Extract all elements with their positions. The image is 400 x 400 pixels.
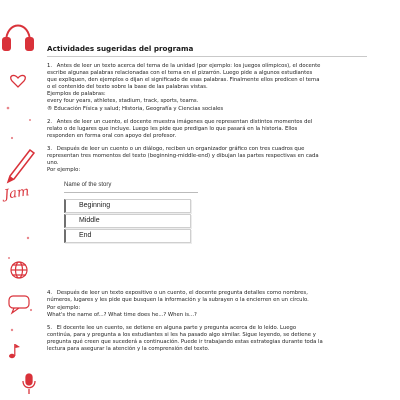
section-title: Actividades sugeridas del programa (47, 44, 194, 53)
activity-4 (47, 290, 367, 318)
activity-line: What's the name of...? What time does he...? When is...? (47, 311, 197, 318)
activity-line: every four years, athletes, stadium, track, sports, teams. (47, 98, 199, 105)
activity-line: números, lugares y les pide que busquen la información y la subrayen o la encierren en un círculo. (47, 297, 309, 304)
activity-line: o el contenido del texto sobre la base de las palabras vistas. (47, 84, 208, 91)
music-note-icon (9, 344, 20, 358)
headphones-icon (3, 26, 33, 51)
activity-2 (47, 119, 367, 140)
activity-line: 1. Antes de leer un texto acerca del tema de la unidad (por ejemplo: los juegos olímpicos), el docente (47, 63, 321, 69)
activity-line: responden en forma oral con apoyo del profesor. (47, 132, 177, 139)
activity-line: pregunta qué creen que sucederá a continuación. Puede ir trabajando estas estrategias durante toda la (47, 338, 323, 345)
activity-5 (47, 325, 367, 353)
activity-1 (47, 63, 367, 113)
activity-line: escribe algunas palabras relacionadas con el tema en el pizarrón. Luego pide a algunos estudiantes (47, 70, 313, 77)
activity-line: lectura para asegurar la atención y la comprensión del texto. (47, 345, 210, 352)
activity-line: 5. El docente lee un cuento, se detiene en alguna parte y pregunta acerca de lo leído. Luego (47, 324, 297, 331)
activity-line: representan tres momentos del texto (beginning-middle-end) y dibujan las partes respectivas en cada (47, 153, 319, 160)
globe-icon (11, 262, 27, 278)
activity-line: 3. Después de leer un cuento o un diálogo, reciben un organizador gráfico con tres cuadros que (47, 145, 305, 152)
story-box-middle: Middle (64, 214, 191, 228)
pencil-icon (8, 150, 34, 182)
activity-3 (47, 146, 367, 284)
story-diagram-title: Name of the story (64, 182, 112, 189)
activity-line: 4. Después de leer un texto expositivo o un cuento, el docente pregunta detalles como nombres, (47, 290, 308, 297)
story-diagram-divider (64, 192, 198, 193)
jam-text-icon: Jam (3, 184, 31, 203)
activity-line: que expliquen, den ejemplos o dijan el significado de esas palabras. Finalmente ellos predicen el tema (47, 77, 320, 84)
story-box-end: End (64, 229, 191, 243)
activity-line: Por ejemplo: (47, 304, 81, 311)
activity-line: uno. (47, 160, 59, 167)
heart-icon (11, 75, 26, 87)
story-organizer-diagram (64, 182, 198, 240)
bubble-icon (9, 296, 29, 313)
activity-line: relato o de lugares que incluye. Luego les pide que predigan lo que pasará en la historia. Ellos (47, 125, 298, 132)
activity-line: Por ejemplo: (47, 167, 81, 174)
activity-line: 2. Antes de leer un cuento, el docente muestra imágenes que representan distintos momentos del (47, 118, 313, 125)
activity-line: ® Educación Física y salud; Historia, Geografía y Ciencias sociales (47, 105, 224, 112)
activity-line: Ejemplos de palabras: (47, 91, 106, 98)
microphone-icon (23, 374, 35, 394)
title-divider (47, 56, 367, 57)
story-box-beginning: Beginning (64, 199, 191, 213)
document-body (47, 44, 367, 359)
activity-line: continúa, para y pregunta a los estudiantes si les ha pasado algo similar. Sigue leyendo, se detiene y (47, 331, 316, 338)
